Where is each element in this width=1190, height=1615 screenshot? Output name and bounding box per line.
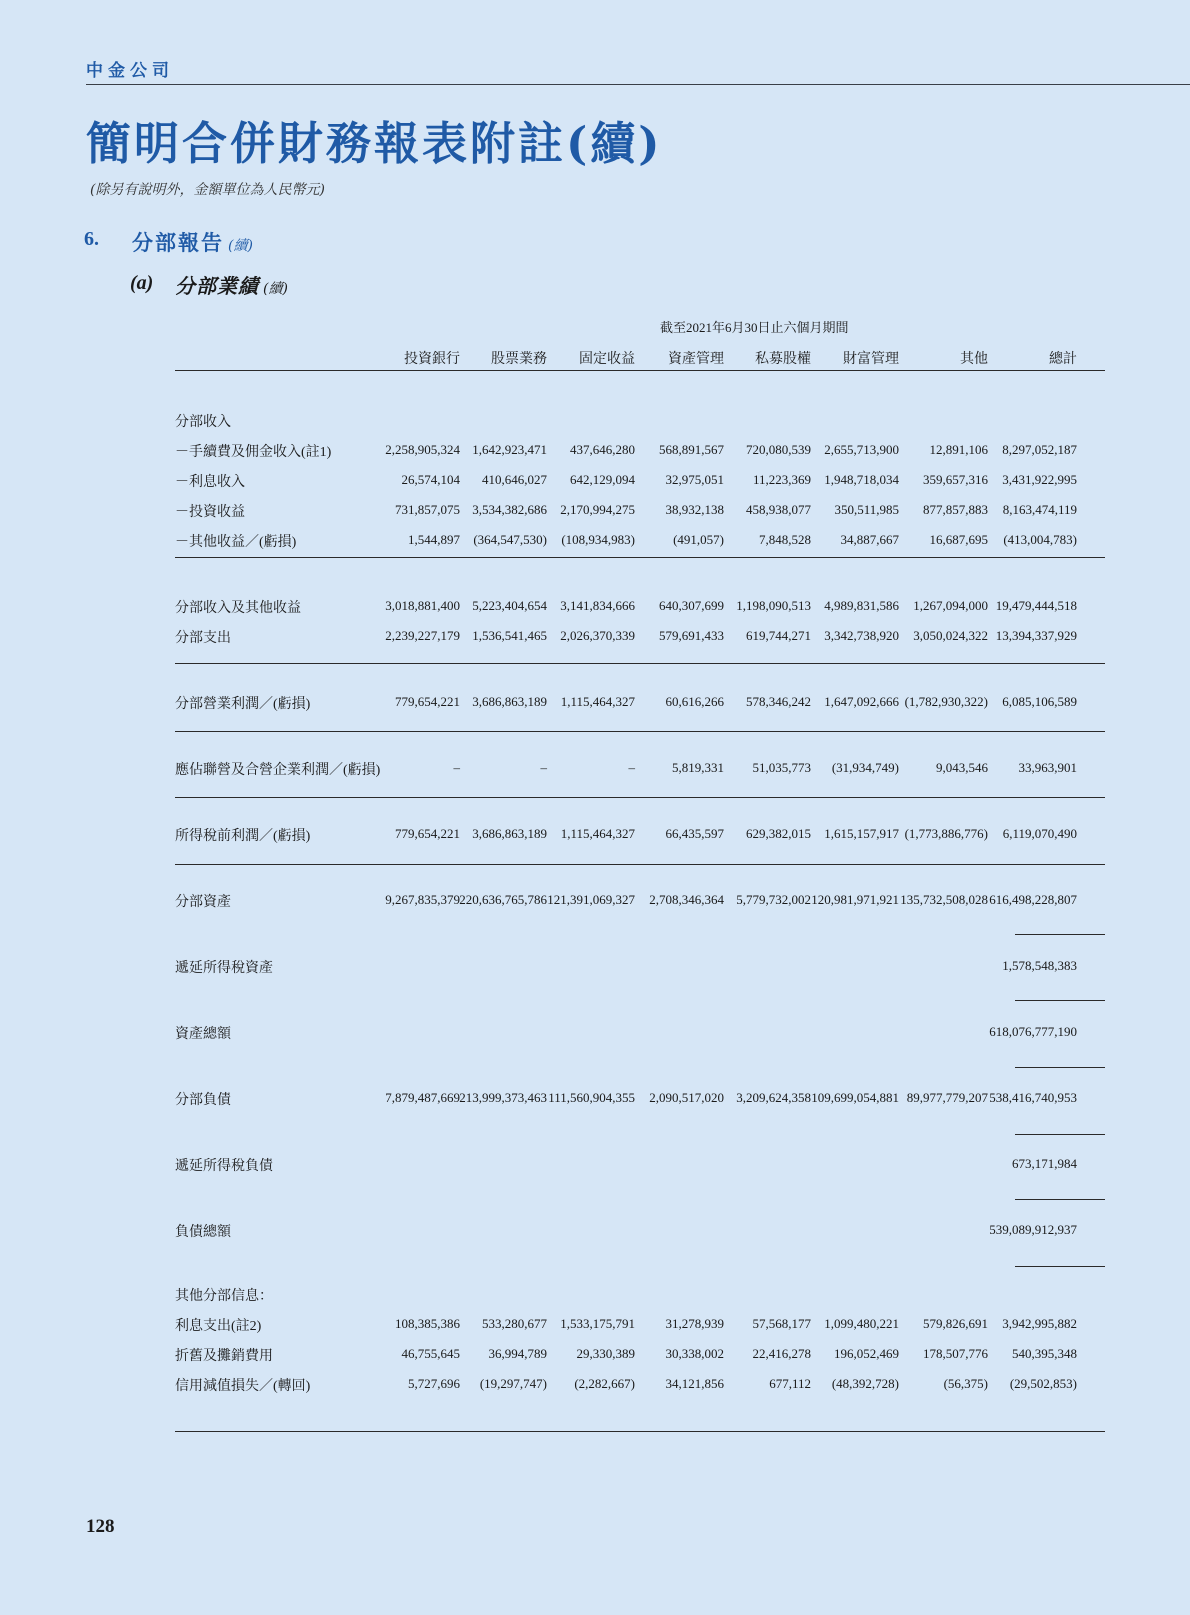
table-cell: 8,297,052,187 (1002, 442, 1077, 457)
row-label: －手續費及佣金收入(註1) (175, 445, 332, 460)
row-label: 遞延所得稅負債 (175, 1159, 273, 1174)
section-number: 6. (84, 228, 99, 250)
table-cell: 38,932,138 (665, 502, 724, 517)
table-cell: 458,938,077 (746, 502, 811, 517)
table-cell: 579,826,691 (923, 1316, 988, 1331)
table-cell: 1,198,090,513 (736, 598, 811, 613)
table-cell: 3,050,024,322 (913, 628, 988, 643)
table-cell: (29,502,853) (1009, 1376, 1077, 1391)
table-cell: 619,744,271 (746, 628, 811, 643)
table-cell: 3,431,922,995 (1002, 472, 1077, 487)
table-cell: 1,615,157,917 (824, 826, 899, 841)
table-rule (1015, 1134, 1105, 1135)
table-cell: 16,687,695 (929, 532, 988, 547)
table-cell: 3,686,863,189 (472, 826, 547, 841)
table-cell: 5,779,732,002 (736, 892, 811, 907)
table-rule (175, 864, 1105, 865)
table-cell: 135,732,508,028 (900, 892, 988, 907)
table-cell: 2,090,517,020 (649, 1090, 724, 1105)
table-cell: 1,099,480,221 (824, 1316, 899, 1331)
table-rule (1015, 1000, 1105, 1001)
table-cell: 677,112 (769, 1376, 811, 1391)
table-cell: 4,989,831,586 (824, 598, 899, 613)
table-cell: 19,479,444,518 (995, 598, 1077, 613)
row-label: 分部負債 (175, 1093, 231, 1108)
table-cell: 111,560,904,355 (548, 1090, 635, 1105)
table-cell: 2,655,713,900 (824, 442, 899, 457)
column-header: 總計 (1049, 352, 1077, 367)
row-label: 所得稅前利潤／(虧損) (175, 829, 311, 844)
table-rule (1015, 1199, 1105, 1200)
table-cell: 3,534,382,686 (472, 502, 547, 517)
table-cell: 720,080,539 (746, 442, 811, 457)
table-cell: 2,170,994,275 (560, 502, 635, 517)
table-cell: 359,657,316 (923, 472, 988, 487)
column-header: 財富管理 (843, 352, 899, 367)
row-label: 利息支出(註2) (175, 1319, 262, 1334)
table-cell: 66,435,597 (665, 826, 724, 841)
table-cell: 5,819,331 (672, 760, 724, 775)
table-cell: 1,115,464,327 (560, 694, 635, 709)
table-cell: 3,209,624,358 (736, 1090, 811, 1105)
table-cell: 13,394,337,929 (995, 628, 1077, 643)
table-cell: 2,708,346,364 (649, 892, 724, 907)
table-cell: (108,934,983) (561, 532, 635, 547)
table-cell: 12,891,106 (929, 442, 988, 457)
table-cell: 540,395,348 (1012, 1346, 1077, 1361)
table-cell: 89,977,779,207 (906, 1090, 988, 1105)
table-cell: 539,089,912,937 (989, 1222, 1077, 1237)
table-cell: 5,223,404,654 (472, 598, 547, 613)
section-title: 分部報告 (132, 230, 224, 255)
table-cell: 538,416,740,953 (989, 1090, 1077, 1105)
subsection-number: (a) (130, 272, 154, 294)
row-label: 資產總額 (175, 1027, 231, 1042)
table-cell: 1,647,092,666 (824, 694, 899, 709)
table-cell: 1,536,541,465 (472, 628, 547, 643)
table-cell: 7,848,528 (759, 532, 811, 547)
table-cell: 51,035,773 (752, 760, 811, 775)
table-cell: 629,382,015 (746, 826, 811, 841)
column-header: 私募股權 (755, 352, 811, 367)
table-cell: 32,975,051 (665, 472, 724, 487)
table-cell: 1,642,923,471 (472, 442, 547, 457)
table-rule (175, 797, 1105, 798)
section-continued: (續) (228, 238, 253, 254)
table-rule (1015, 1067, 1105, 1068)
period-header: 截至2021年6月30日止六個月期間 (660, 320, 849, 335)
table-cell: 121,391,069,327 (547, 892, 635, 907)
table-rule (175, 557, 1105, 558)
table-cell: 350,511,985 (834, 502, 899, 517)
row-label: 負債總額 (175, 1225, 231, 1240)
table-cell: 34,121,856 (665, 1376, 724, 1391)
table-cell: 120,981,971,921 (811, 892, 899, 907)
table-cell: 1,948,718,034 (824, 472, 899, 487)
row-label: 分部支出 (175, 631, 231, 646)
row-label: －投資收益 (175, 505, 245, 520)
table-cell: 31,278,939 (665, 1316, 724, 1331)
table-cell: 533,280,677 (482, 1316, 547, 1331)
company-name: 中金公司 (86, 61, 174, 81)
table-cell: 220,636,765,786 (459, 892, 547, 907)
table-cell: 437,646,280 (570, 442, 635, 457)
table-cell: 877,857,883 (923, 502, 988, 517)
table-cell: 1,533,175,791 (560, 1316, 635, 1331)
table-cell: 731,857,075 (395, 502, 460, 517)
row-label: 其他分部信息： (175, 1289, 273, 1304)
table-rule (1015, 934, 1105, 935)
row-label: 折舊及攤銷費用 (175, 1349, 273, 1364)
table-cell: 196,052,469 (834, 1346, 899, 1361)
table-cell: 6,085,106,589 (1002, 694, 1077, 709)
page-number: 128 (86, 1516, 115, 1537)
table-cell: 579,691,433 (659, 628, 724, 643)
row-label: 分部收入 (175, 415, 231, 430)
table-cell: 46,755,645 (401, 1346, 460, 1361)
table-rule (175, 1431, 1105, 1432)
table-cell: (491,057) (673, 532, 724, 547)
row-label: 遞延所得稅資產 (175, 961, 273, 976)
table-rule (175, 731, 1105, 732)
row-label: 應佔聯營及合營企業利潤／(虧損) (175, 763, 381, 778)
table-cell: 642,129,094 (570, 472, 635, 487)
table-cell: 2,026,370,339 (560, 628, 635, 643)
column-header: 固定收益 (579, 352, 635, 367)
table-cell: 5,727,696 (408, 1376, 460, 1391)
row-label: 分部資產 (175, 895, 231, 910)
table-cell: 568,891,567 (659, 442, 724, 457)
table-cell: 30,338,002 (665, 1346, 724, 1361)
table-cell: 34,887,667 (840, 532, 899, 547)
row-label: 分部收入及其他收益 (175, 601, 301, 616)
page-title: 簡明合併財務報表附註(續) (86, 117, 663, 170)
table-cell: 108,385,386 (395, 1316, 460, 1331)
table-cell: 2,258,905,324 (385, 442, 460, 457)
table-cell: 26,574,104 (401, 472, 460, 487)
table-cell: 9,267,835,379 (385, 892, 460, 907)
table-cell: 3,141,834,666 (560, 598, 635, 613)
table-rule (175, 370, 1105, 371)
table-cell: 7,879,487,669 (385, 1090, 460, 1105)
table-cell: 213,999,373,463 (459, 1090, 547, 1105)
table-cell: (364,547,530) (473, 532, 547, 547)
table-rule (1015, 1266, 1105, 1267)
table-cell: 109,699,054,881 (811, 1090, 899, 1105)
table-cell: – (540, 760, 547, 775)
table-cell: 1,267,094,000 (913, 598, 988, 613)
row-label: 信用減值損失／(轉回) (175, 1379, 311, 1394)
table-cell: 33,963,901 (1018, 760, 1077, 775)
column-header: 投資銀行 (404, 352, 460, 367)
table-cell: (56,375) (943, 1376, 988, 1391)
segment-results-table (175, 0, 1105, 1615)
table-cell: (31,934,749) (831, 760, 899, 775)
column-header: 資產管理 (668, 352, 724, 367)
table-cell: 616,498,228,807 (989, 892, 1077, 907)
table-cell: – (453, 760, 460, 775)
table-cell: (413,004,783) (1003, 532, 1077, 547)
subsection-continued: (續) (263, 281, 288, 297)
table-cell: (19,297,747) (479, 1376, 547, 1391)
table-cell: (1,782,930,322) (904, 694, 988, 709)
table-cell: 640,307,699 (659, 598, 724, 613)
row-label: 分部營業利潤／(虧損) (175, 697, 311, 712)
table-cell: 1,115,464,327 (560, 826, 635, 841)
column-header: 股票業務 (491, 352, 547, 367)
table-cell: 2,239,227,179 (385, 628, 460, 643)
table-cell: (1,773,886,776) (904, 826, 988, 841)
table-cell: 36,994,789 (488, 1346, 547, 1361)
table-cell: 3,018,881,400 (385, 598, 460, 613)
table-cell: (2,282,667) (574, 1376, 635, 1391)
table-cell: 410,646,027 (482, 472, 547, 487)
table-cell: 618,076,777,190 (989, 1024, 1077, 1039)
currency-note: (除另有說明外，金額單位為人民幣元) (90, 182, 325, 198)
table-cell: 60,616,266 (665, 694, 724, 709)
row-label: －利息收入 (175, 475, 245, 490)
table-cell: 29,330,389 (576, 1346, 635, 1361)
table-cell: 178,507,776 (923, 1346, 988, 1361)
table-cell: 9,043,546 (936, 760, 988, 775)
table-cell: 779,654,221 (395, 694, 460, 709)
subsection-title: 分部業績 (175, 274, 259, 298)
table-cell: 57,568,177 (752, 1316, 811, 1331)
table-cell: 1,544,897 (408, 532, 460, 547)
table-cell: 22,416,278 (752, 1346, 811, 1361)
table-cell: 673,171,984 (1012, 1156, 1077, 1171)
table-cell: 3,686,863,189 (472, 694, 547, 709)
table-cell: 578,346,242 (746, 694, 811, 709)
table-cell: 1,578,548,383 (1002, 958, 1077, 973)
table-cell: 6,119,070,490 (1002, 826, 1077, 841)
table-cell: 8,163,474,119 (1002, 502, 1077, 517)
table-cell: 779,654,221 (395, 826, 460, 841)
table-cell: – (628, 760, 635, 775)
table-rule (175, 663, 1105, 664)
table-cell: 3,342,738,920 (824, 628, 899, 643)
table-cell: 11,223,369 (752, 472, 811, 487)
column-header: 其他 (960, 352, 988, 367)
table-cell: (48,392,728) (831, 1376, 899, 1391)
table-cell: 3,942,995,882 (1002, 1316, 1077, 1331)
row-label: －其他收益／(虧損) (175, 535, 297, 550)
